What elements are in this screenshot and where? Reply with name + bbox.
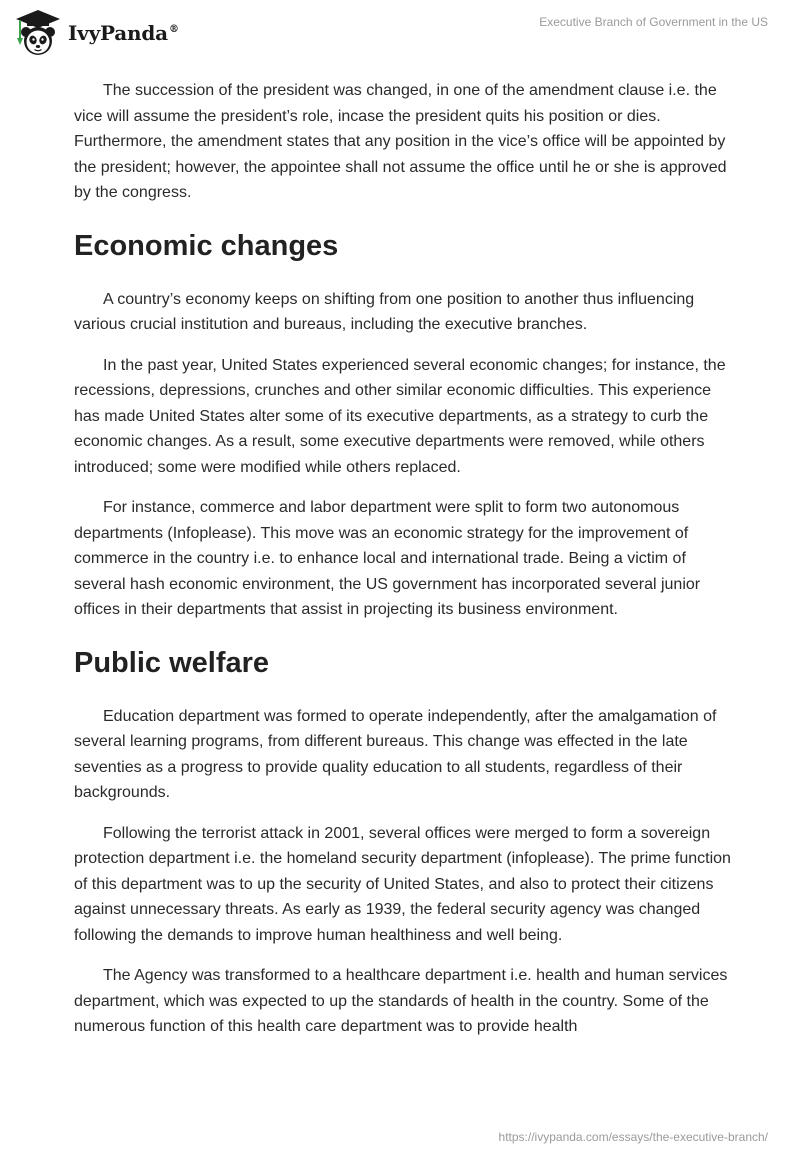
footer-source-link[interactable]: https://ivypanda.com/essays/the-executive-branch/ bbox=[498, 1130, 768, 1144]
section-heading-economic-changes: Economic changes bbox=[74, 229, 339, 262]
section-heading-public-welfare: Public welfare bbox=[74, 646, 270, 679]
brand-logo[interactable] bbox=[14, 8, 179, 58]
brand-name: IvyPanda® bbox=[68, 21, 179, 45]
paragraph: The Agency was transformed to a healthcare department i.e. health and human services department, which was expected to up the standards of health in the country. Some of the numerous function of this health care department was to provide health bbox=[74, 967, 728, 1035]
intro-paragraph: The succession of the president was changed, in one of the amendment clause i.e. the vice will assume the president’s role, incase the president quits his position or dies. Furthermore, the amendment states that any position in the vice’s office will be appointed by the president; however, the appointee shall not assume the office until he or she is approved by the congress. bbox=[74, 82, 727, 201]
paragraph: A country’s economy keeps on shifting from one position to another thus influencing various crucial institution and bureaus, including the executive branches. bbox=[74, 290, 695, 333]
panda-graduate-icon bbox=[14, 8, 62, 58]
paragraph: Education department was formed to operate independently, after the amalgamation of several learning programs, from different bureaus. This change was effected in the late seventies as a progress to provide quality education to all students, regardless of their backgrounds. bbox=[74, 707, 717, 801]
essay-content bbox=[74, 78, 734, 1055]
paragraph: For instance, commerce and labor department were split to form two autonomous departments (Infoplease). This move was an economic strategy for the improvement of commerce in the country i.e. to enhance local and international trade. Being a victim of several hash economic environment, the US government has incorporated several junior offices in their departments that assist in projecting its business environment. bbox=[74, 499, 701, 618]
registered-mark: ® bbox=[168, 24, 179, 36]
document-title: Executive Branch of Government in the US bbox=[539, 15, 768, 29]
paragraph: Following the terrorist attack in 2001, several offices were merged to form a sovereign protection department i.e. the homeland security department (infoplease). The prime function of this department was to up the security of United States, and also to protect their citizens against unnecessary threats. As early as 1939, the federal security agency was changed following the demands to improve human healthiness and well being. bbox=[74, 824, 731, 944]
page-header bbox=[0, 0, 800, 70]
paragraph: In the past year, United States experienced several economic changes; for instance, the recessions, depressions, crunches and other similar economic difficulties. This experience has made United States alter some of its executive departments, as a strategy to curb the economic changes. As a result, some executive departments were removed, while others introduced; some were modified while others replaced. bbox=[74, 356, 726, 476]
